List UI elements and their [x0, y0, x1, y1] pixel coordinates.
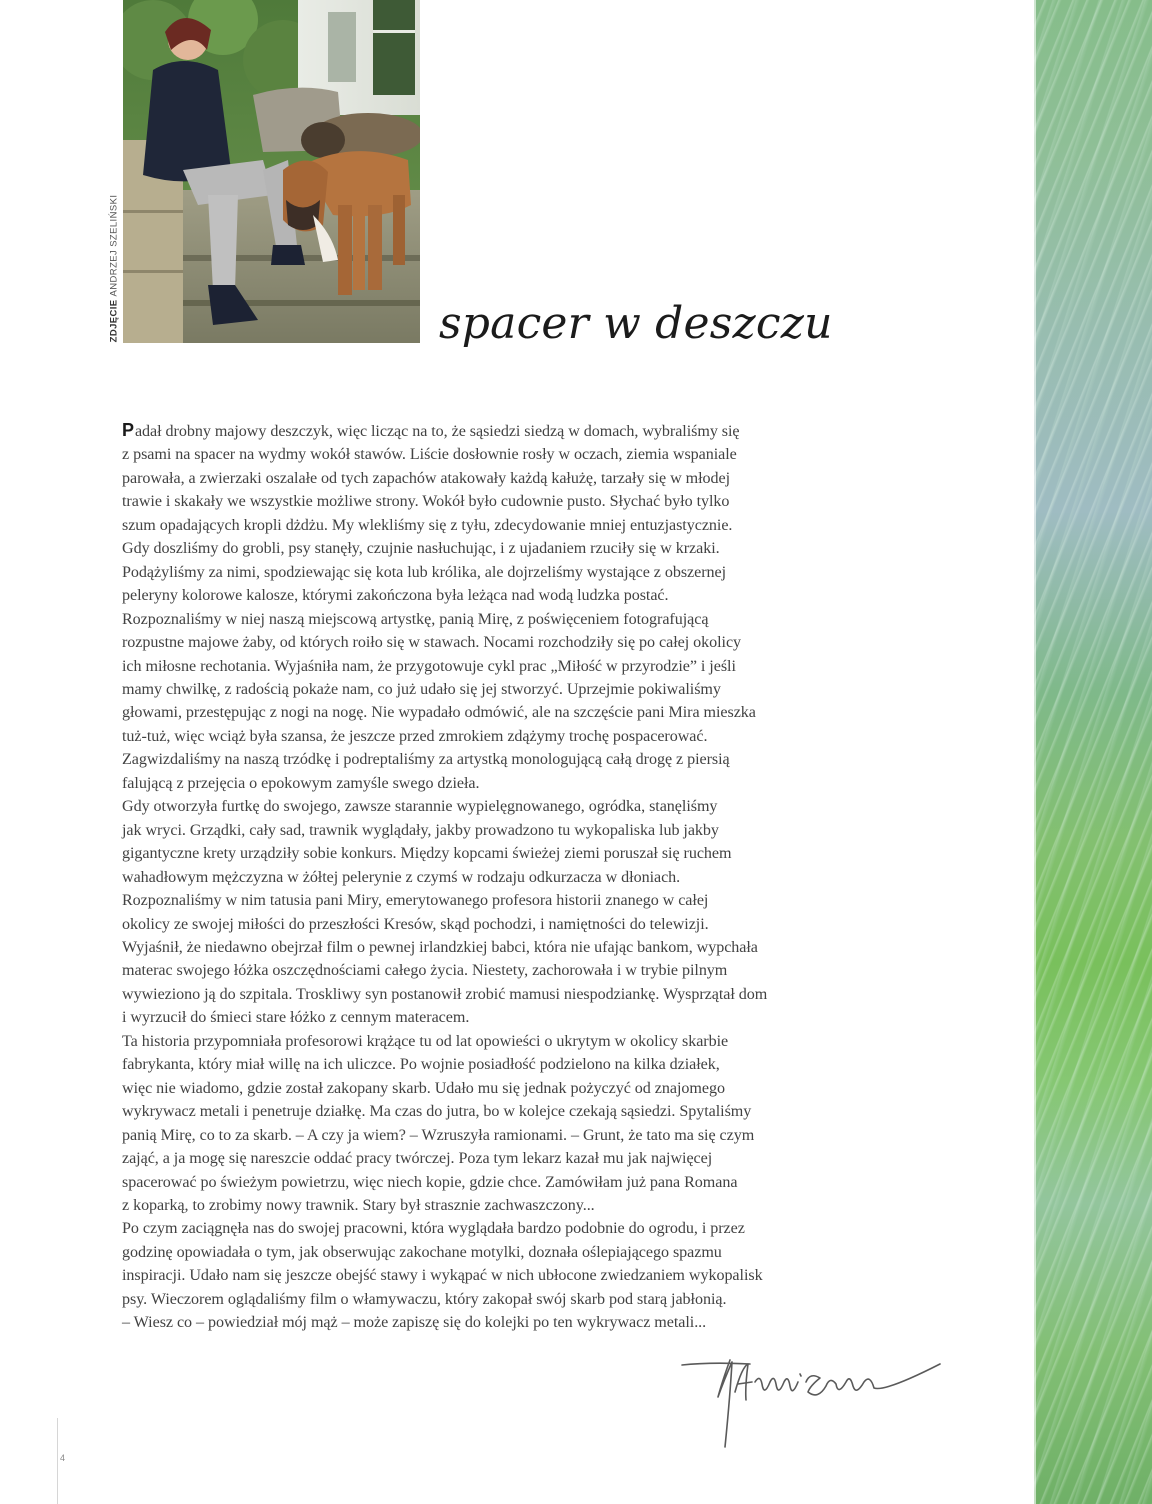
page-number: 4 — [60, 1453, 66, 1463]
text-line: okolicy ze swojej miłości do przeszłości Kresów, skąd pochodzi, i namiętności do telewizji. — [122, 915, 709, 933]
text-line: Wyjaśnił, że niedawno obejrzał film o pewnej irlandzkiej babci, która nie ufając bankom, wypchała — [122, 938, 758, 956]
text-line: ich miłosne rechotania. Wyjaśniła nam, że przygotowuje cykl prac „Miłość w przyrodzie” i jeśli — [122, 657, 736, 675]
text-line: Gdy otworzyła furtkę do swojego, zawsze starannie wypielęgnowanego, ogródka, stanęliśmy — [122, 798, 718, 816]
photo-credit-name: ANDRZEJ SZELIŃSKI — [108, 194, 120, 296]
text-line: tuż-tuż, więc wciąż była szansa, że jeszcze przed zmrokiem zdążymy trochę pospacerować. — [122, 727, 708, 745]
text-line: falującą z przejęcia o epokowym zamyśle swego dzieła. — [122, 774, 480, 792]
text-line: wykrywacz metali i penetruje działkę. Ma czas do jutra, bo w kolejce czekają sąsiedzi. Spytaliśmy — [122, 1103, 752, 1121]
text-line: z koparką, to zrobimy nowy trawnik. Stary był strasznie zachwaszczony... — [122, 1196, 595, 1214]
text-line: mamy chwilkę, z radością pokaże nam, co już udało się jej stworzyć. Uprzejmie pokiwaliśmy — [122, 680, 721, 698]
text-line: Rozpoznaliśmy w nim tatusia pani Miry, emerytowanego profesora historii znanego w całej — [122, 892, 709, 910]
paragraph-3 — [122, 1030, 864, 1218]
photo-credit — [106, 192, 122, 344]
text-line: zająć, a ja mogę się nareszcie oddać pracy twórczej. Poza tym lekarz kazał mu jak najwięcej — [122, 1150, 713, 1168]
paragraph-1 — [122, 419, 864, 795]
text-line: i wyrzucił do śmieci stare łóżko z cennym materacem. — [122, 1009, 470, 1027]
article-photo — [123, 0, 420, 343]
text-line: trawie i skakały we wszystkie możliwe strony. Wokół było cudownie pusto. Słychać było tylko — [122, 493, 730, 511]
text-line: gigantyczne krety urządziły sobie konkurs. Między kopcami świeżej ziemi poruszał się ruchem — [122, 845, 732, 863]
photo-credit-label: ZDJĘCIE — [108, 298, 120, 342]
text-line: więc nie wiadomo, gdzie został zakopany skarb. Udało mu się jednak pożyczyć od znajomego — [122, 1079, 725, 1097]
text-line: parowała, a zwierzaki oszalałe od tych zapachów atakowały każdą kałużę, tarzały się w młodej — [122, 469, 731, 487]
text-line: Po czym zaciągnęła nas do swojej pracowni, która wyglądała bardzo podobnie do ogrodu, i przez — [122, 1220, 745, 1238]
decorative-rain-image — [1034, 0, 1152, 1504]
article-title: spacer w deszczu — [439, 298, 833, 349]
text-line: głowami, przestępując z nogi na nogę. Nie wypadało odmówić, ale na szczęście pani Mira mieszka — [122, 704, 756, 722]
text-line: Ta historia przypomniała profesorowi krążące tu od lat opowieści o ukrytym w okolicy skarbie — [122, 1032, 729, 1050]
drop-cap: P — [122, 420, 134, 440]
text-line: materac swojego łóżka oszczędnościami całego życia. Niestety, zachorowała i w trybie pilnym — [122, 962, 728, 980]
text-line: rozpustne majowe żaby, od których roiło się w stawach. Nocami rozchodziły się po całej okolicy — [122, 634, 742, 652]
text-line: fabrykanta, który miał willę na ich uliczce. Po wojnie posiadłość podzielono na kilka działek, — [122, 1056, 720, 1074]
folio-rule — [57, 1418, 58, 1504]
text-line: jak wryci. Grządki, cały sad, trawnik wyglądały, jakby prowadzono tu wykopaliska lub jakby — [122, 821, 719, 839]
text-line: Zagwizdaliśmy na naszą trzódkę i podreptaliśmy za artystką monologującą całą drogę z piersią — [122, 751, 730, 769]
text-line: z psami na spacer na wydmy wokół stawów. Liście dosłownie rosły w oczach, ziemia wspaniale — [122, 446, 737, 464]
paragraph-2 — [122, 795, 864, 1030]
text-line: psy. Wieczorem oglądaliśmy film o włamywaczu, który zakopał swój skarb pod starą jabłonią. — [122, 1290, 727, 1308]
text-line: panią Mirę, co to za skarb. – A czy ja wiem? – Wzruszyła ramionami. – Grunt, że tato ma się czym — [122, 1126, 755, 1144]
text-line: Padał drobny majowy deszczyk, więc licząc na to, że sąsiedzi siedzą w domach, wybraliśmy się — [122, 420, 740, 440]
article-body — [122, 419, 864, 1335]
text-line: inspiracji. Udało nam się jeszcze obejść stawy i wykąpać w nich ubłocone zwiedzaniem wykopalisk — [122, 1267, 763, 1285]
paragraph-4 — [122, 1217, 864, 1334]
text-line: peleryny kolorowe kalosze, którymi zakończona była leżąca nad wodą ludzka postać. — [122, 587, 669, 605]
text-line: wywieziono ją do szpitala. Troskliwy syn postanowił zrobić mamusi niespodziankę. Wysprzątał dom — [122, 985, 768, 1003]
text-line: – Wiesz co – powiedział mój mąż – może zapiszę się do kolejki po ten wykrywacz metali... — [122, 1314, 707, 1332]
text-line: wahadłowym mężczyzna w żółtej pelerynie z czymś w rodzaju odkurzacza w dłoniach. — [122, 868, 681, 886]
text-line: szum opadających kropli dżdżu. My wlekliśmy się z tyłu, zdecydowanie mniej entuzjastycznie. — [122, 516, 733, 534]
photo-illustration — [123, 0, 420, 343]
text-line: godzinę opowiadała o tym, jak obserwując zakochane motylki, doznała oślepiającego spazmu — [122, 1243, 722, 1261]
text-line: spacerować po świeżym powietrzu, więc niech kopie, gdzie chce. Zamówiłam już pana Romana — [122, 1173, 738, 1191]
author-signature — [660, 1352, 950, 1452]
text-line: Podążyliśmy za nimi, spodziewając się kota lub królika, ale dojrzeliśmy wystające z obszernej — [122, 563, 727, 581]
text-line: Rozpoznaliśmy w niej naszą miejscową artystkę, panią Mirę, z poświęceniem fotografującą — [122, 610, 709, 628]
text-line: Gdy doszliśmy do grobli, psy stanęły, czujnie nasłuchując, i z ujadaniem rzuciły się w krzaki. — [122, 540, 720, 558]
